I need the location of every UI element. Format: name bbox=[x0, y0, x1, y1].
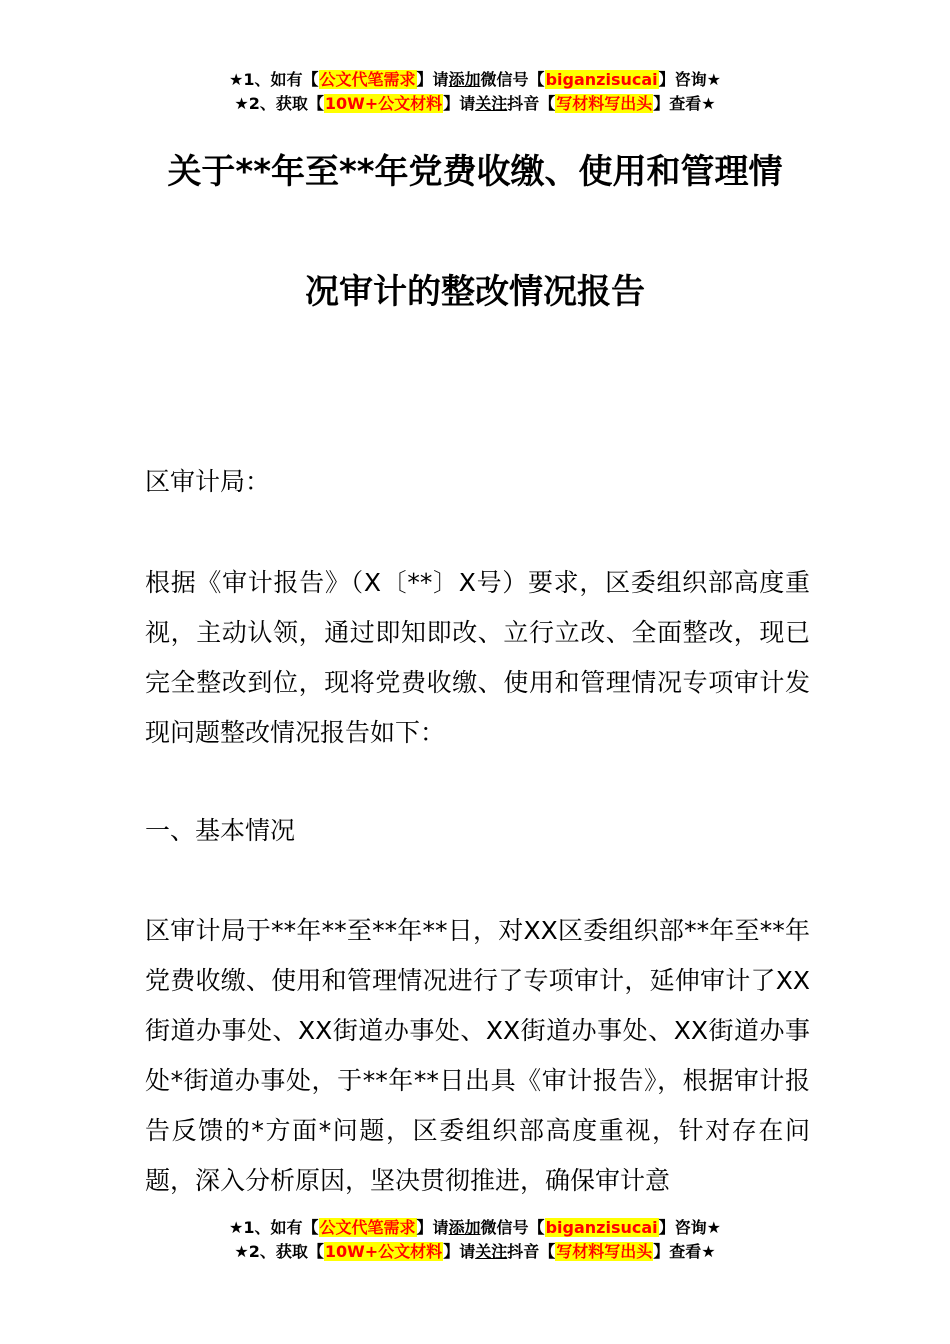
top-banner bbox=[0, 68, 950, 116]
salutation: 区审计局： bbox=[145, 467, 271, 496]
banner-text: 】请 bbox=[416, 1218, 449, 1237]
section-heading: 一、基本情况 bbox=[145, 816, 296, 845]
banner-text: 】咨询★ bbox=[658, 70, 721, 89]
banner-text: 抖音【 bbox=[507, 1242, 556, 1261]
banner-line-1 bbox=[0, 68, 950, 92]
banner-line-2 bbox=[0, 92, 950, 116]
paragraph-intro: 根据《审计报告》（X〔**〕X号）要求，区委组织部高度重视，主动认领，通过即知即改、立行立改、全面整改，现已完全整改到位，现将党费收缴、使用和管理情况专项审计发现问题整改情况报告如下： bbox=[145, 568, 810, 747]
banner-text: 微信号【 bbox=[480, 1218, 545, 1237]
banner-text: ★2、获取【 bbox=[234, 94, 324, 113]
banner-text: ★2、获取【 bbox=[234, 1242, 324, 1261]
banner-underline: 添加 bbox=[448, 1218, 481, 1237]
banner-text: ★1、如有【 bbox=[229, 70, 319, 89]
banner-underline: 关注 bbox=[475, 1242, 508, 1261]
banner-text: 】请 bbox=[443, 1242, 476, 1261]
banner-text: ★1、如有【 bbox=[229, 1218, 319, 1237]
banner-line-2 bbox=[0, 1240, 950, 1264]
banner-highlight: 写材料写出头 bbox=[556, 1242, 653, 1261]
banner-text: 】查看★ bbox=[653, 94, 716, 113]
banner-highlight: 10W+公文材料 bbox=[324, 1242, 443, 1261]
bottom-banner bbox=[0, 1216, 950, 1264]
document-title-line-1: 关于**年至**年党费收缴、使用和管理情 bbox=[167, 152, 783, 192]
banner-highlight: biganzisucai bbox=[545, 70, 658, 89]
banner-underline: 关注 bbox=[475, 94, 508, 113]
banner-highlight: 写材料写出头 bbox=[556, 94, 653, 113]
banner-text: 抖音【 bbox=[507, 94, 556, 113]
banner-highlight: 公文代笔需求 bbox=[319, 1218, 416, 1237]
banner-highlight: 10W+公文材料 bbox=[324, 94, 443, 113]
banner-text: 】请 bbox=[416, 70, 449, 89]
banner-line-1 bbox=[0, 1216, 950, 1240]
banner-text: 】咨询★ bbox=[658, 1218, 721, 1237]
paragraph-basic-situation: 区审计局于**年**至**年**日，对XX区委组织部**年至**年党费收缴、使用和管理情况进行了专项审计，延伸审计了XX街道办事处、XX街道办事处、XX街道办事处、XX街道办事处*街道办事处，于**年**日出具《审计报告》，根据审计报告反馈的*方面*问题，区委组织部高度重视，针对存在问题，深入分析原因，坚决贯彻推进，确保审计意 bbox=[145, 916, 810, 1195]
banner-text: 微信号【 bbox=[480, 70, 545, 89]
banner-text: 】请 bbox=[443, 94, 476, 113]
banner-text: 】查看★ bbox=[653, 1242, 716, 1261]
banner-underline: 添加 bbox=[448, 70, 481, 89]
document-title-line-2: 况审计的整改情况报告 bbox=[305, 272, 645, 312]
banner-highlight: biganzisucai bbox=[545, 1218, 658, 1237]
banner-highlight: 公文代笔需求 bbox=[319, 70, 416, 89]
